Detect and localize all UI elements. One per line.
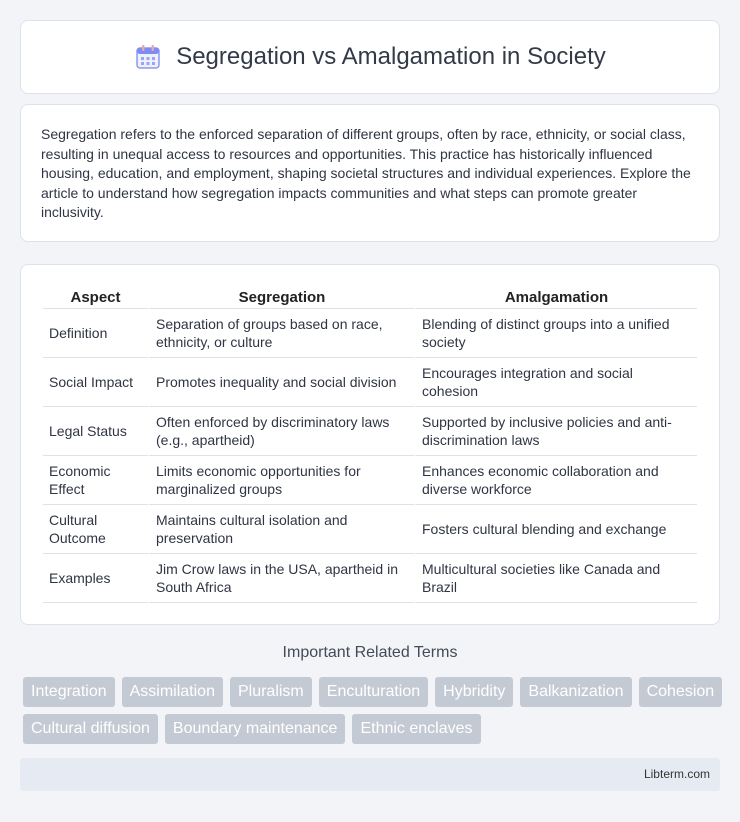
calendar-icon [134,43,162,71]
page-title: Segregation vs Amalgamation in Society [176,43,606,70]
comparison-table [43,285,697,603]
cell-segregation: Promotes inequality and social division [148,358,414,407]
cell-segregation: Limits economic opportunities for marginalized groups [148,456,414,505]
intro-text: Segregation refers to the enforced separation of different groups, often by race, ethnicity, or social class, resulting in unequal access to resources and opportunities. This practice has historically influenced housing, education, and employment, shaping societal structures and individual experiences. Explore the article to understand how segregation impacts communities and what steps can promote greater inclusivity. [41,126,691,220]
tag-balkanization[interactable]: Balkanization [520,677,631,707]
cell-amalgamation: Blending of distinct groups into a unified society [414,309,697,358]
table-row [43,358,697,407]
intro-card [20,104,720,242]
related-terms-title: Important Related Terms [282,644,458,661]
tag-assimilation[interactable]: Assimilation [122,677,223,707]
cell-aspect: Cultural Outcome [43,505,148,554]
tag-boundary-maintenance[interactable]: Boundary maintenance [165,714,346,744]
tag-ethnic-enclaves[interactable]: Ethnic enclaves [352,714,480,744]
cell-amalgamation: Supported by inclusive policies and anti-discrimination laws [414,407,697,456]
cell-aspect: Legal Status [43,407,148,456]
cell-segregation: Jim Crow laws in the USA, apartheid in South Africa [148,554,414,603]
tag-hybridity[interactable]: Hybridity [435,677,513,707]
cell-segregation: Separation of groups based on race, ethnicity, or culture [148,309,414,358]
cell-amalgamation: Encourages integration and social cohesion [414,358,697,407]
footer-site-link[interactable]: Libterm.com [643,767,710,781]
table-row [43,309,697,358]
footer [20,758,720,791]
tag-pluralism[interactable]: Pluralism [230,677,312,707]
comparison-card [20,264,720,625]
header-aspect: Aspect [43,285,148,309]
related-terms-list [23,677,723,744]
header-amalgamation: Amalgamation [414,285,697,309]
cell-aspect: Definition [43,309,148,358]
cell-segregation: Maintains cultural isolation and preservation [148,505,414,554]
table-header-row [43,285,697,309]
tag-integration[interactable]: Integration [23,677,115,707]
cell-segregation: Often enforced by discriminatory laws (e.g., apartheid) [148,407,414,456]
header-card [20,20,720,94]
header-segregation: Segregation [148,285,414,309]
cell-aspect: Examples [43,554,148,603]
tag-cultural-diffusion[interactable]: Cultural diffusion [23,714,158,744]
cell-aspect: Social Impact [43,358,148,407]
cell-amalgamation: Enhances economic collaboration and diverse workforce [414,456,697,505]
table-row [43,456,697,505]
table-row [43,554,697,603]
tag-cohesion[interactable]: Cohesion [639,677,723,707]
table-row [43,407,697,456]
table-row [43,505,697,554]
cell-amalgamation: Fosters cultural blending and exchange [414,505,697,554]
cell-aspect: Economic Effect [43,456,148,505]
tag-enculturation[interactable]: Enculturation [319,677,428,707]
cell-amalgamation: Multicultural societies like Canada and Brazil [414,554,697,603]
